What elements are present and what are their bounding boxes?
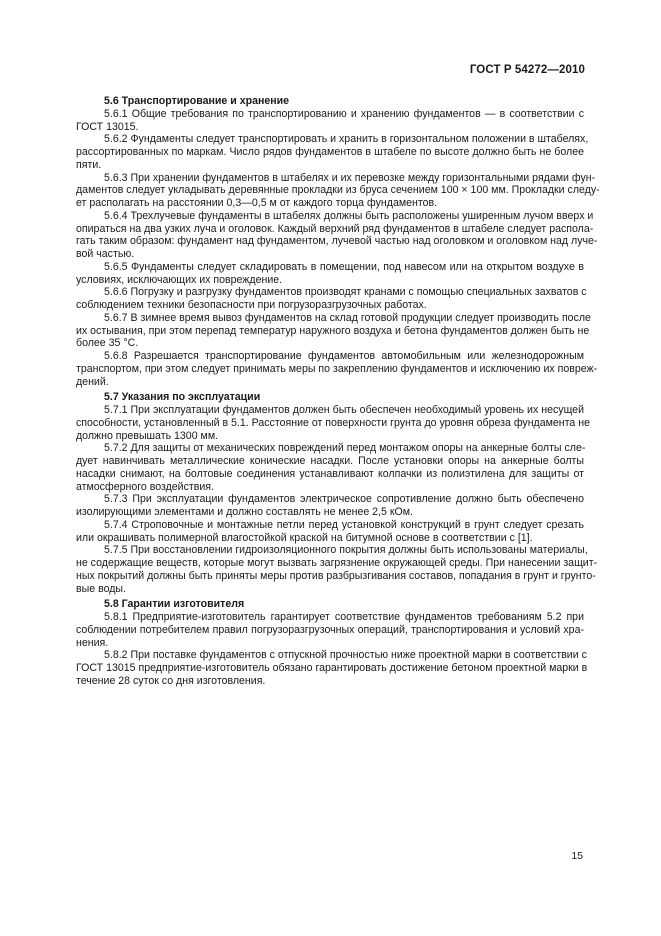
document-body (76, 95, 600, 688)
paragraph (76, 519, 584, 545)
paragraph (76, 404, 590, 442)
text-line: атмосферного воздействия. (76, 480, 214, 493)
section-title: 5.7 Указания по эксплуатации (104, 391, 261, 404)
standard-header: ГОСТ Р 54272—2010 (469, 64, 585, 76)
text-line: способности, установленный в 5.1. Расстояние от поверхности грунта до уровня обреза фундамента не (76, 416, 590, 429)
paragraph (76, 611, 584, 649)
paragraph (76, 286, 587, 312)
text-line: 5.7.1 При эксплуатации фундаментов должен быть обеспечен необходимый уровень их несущей (104, 404, 584, 416)
text-line: вые воды. (76, 582, 126, 595)
text-line: ГОСТ 13015. (76, 120, 139, 133)
text-line: 5.7.2 Для защиты от механических повреждений перед монтажом опоры на анкерные болты сле- (104, 442, 586, 455)
paragraph (76, 649, 588, 687)
text-line: опираться на два узких луча и оголовок. Каждый верхний ряд фундаментов в штабеле следует располa- (76, 222, 594, 235)
text-line: 5.6.6 Погрузку и разгрузку фундаментов производят кранами с помощью специальных захватов с (104, 286, 587, 299)
section-title: 5.8 Гарантии изготовителя (104, 598, 245, 611)
paragraph (76, 350, 598, 388)
page-number: 15 (571, 850, 583, 862)
text-line: 5.7.5 При восстановлении гидроизоляционного покрытия должны быть использованы материалы, (104, 544, 588, 557)
text-line: изолирующими элементами и должно составлять не менее 2,5 кОм. (76, 506, 413, 518)
text-line: или окрашивать полимерной влагостойкой краской на битумной основе в соответствии с [1]. (76, 531, 533, 544)
text-line: транспортом, при этом следует принимать меры по закреплению фундаментов и исключению их повреж- (76, 362, 598, 375)
text-line: соблюдением техники безопасности при погрузоразгрузочных работах. (76, 299, 427, 311)
text-line: насадки снимают, на болтовые соединения устанавливают колпачки из полиэтилена для защиты от (76, 467, 584, 480)
text-line: ГОСТ 13015 предприятие-изготовитель обязано гарантировать достижение бетоном проектной марки в (76, 662, 588, 674)
text-line: 5.8.2 При поставке фундаментов с отпускной прочностью ниже проектной марки в соответствии с (104, 649, 587, 662)
section-title: 5.6 Транспортирование и хранение (104, 95, 290, 107)
text-line: 5.8.1 Предприятие-изготовитель гарантирует соответствие фундаментов требованиям 5.2 при (104, 611, 584, 623)
text-line: 5.6.1 Общие требования по транспортированию и хранению фундаментов — в соответствии с (104, 107, 584, 120)
text-line: более 35 °С. (76, 337, 139, 350)
text-line: 5.6.3 При хранении фундаментов в штабелях и их перевозке между горизонтальными рядами фун- (104, 171, 596, 184)
paragraph (76, 311, 591, 350)
paragraph (76, 261, 584, 287)
text-line: 5.7.3 При эксплуатации фундаментов электрическое сопротивление должно быть обеспечено (104, 493, 584, 506)
text-line: течение 28 суток со дня изготовления. (76, 674, 266, 687)
text-line: не содержащие веществ, которые могут вызвать загрязнение окружающей среды. При нанесении защит- (76, 557, 598, 569)
text-line: дует навинчивать металлические конические насадки. После установки опоры на анкерные болты (76, 455, 584, 467)
text-line: даментов следует укладывать деревянные прокладки из бруса сечением 100 × 100 мм. Прокладки следу- (76, 184, 600, 197)
text-line: 5.7.4 Строповочные и монтажные петли перед установкой конструкций в грунт следует срезать (104, 518, 584, 531)
text-line: условиях, исключающих их повреждение. (76, 273, 283, 286)
paragraph (76, 209, 598, 261)
paragraph (76, 442, 584, 493)
text-line: дений. (76, 375, 109, 388)
text-line: нения. (76, 636, 109, 649)
text-line: ных покрытий должны быть приняты меры против разбрызгивания составов, попадания в грунт и грунто- (76, 569, 596, 582)
text-line: 5.6.5 Фундаменты следует складировать в помещении, под навесом или на открытом воздухе в (104, 260, 584, 273)
paragraph (76, 171, 600, 210)
text-line: 5.6.4 Трехлучевые фундаменты в штабелях должны быть расположены уширенным лучом вверх и (104, 209, 594, 222)
text-line: 5.6.8 Разрешается транспортирование фундаментов автомобильным или железнодорожным (104, 350, 584, 362)
paragraph (76, 108, 584, 134)
text-line: 5.6.2 Фундаменты следует транспортировать и хранить в горизонтальном положении в штабелях, (104, 133, 589, 146)
text-line: вой частью. (76, 248, 135, 260)
paragraph (76, 493, 584, 519)
text-line: пяти. (76, 158, 102, 171)
text-line: соблюдении потребителем правил погрузоразгрузочных операций, транспортирования и условий хра- (76, 623, 584, 636)
text-line: гать таким образом: фундамент над фундаментом, лучевой частью над оголовком и оголовком над луче- (76, 235, 598, 248)
text-line: ет располагать на расстоянии 0,3—0,5 м от каждого торца фундаментов. (76, 197, 438, 209)
text-line: их остывания, при этом перепад температур наружного воздуха и бетона фундаментов должен быть не (76, 324, 590, 337)
paragraph (76, 133, 589, 171)
text-line: 5.6.7 В зимнее время вывоз фундаментов на склад готовой продукции следует производить после (104, 311, 591, 324)
paragraph (76, 544, 598, 595)
text-line: должно превышать 1300 мм. (76, 429, 219, 442)
text-line: рассортированных по маркам. Число рядов фундаментов в штабеле по высоте должно быть не более (76, 146, 584, 158)
